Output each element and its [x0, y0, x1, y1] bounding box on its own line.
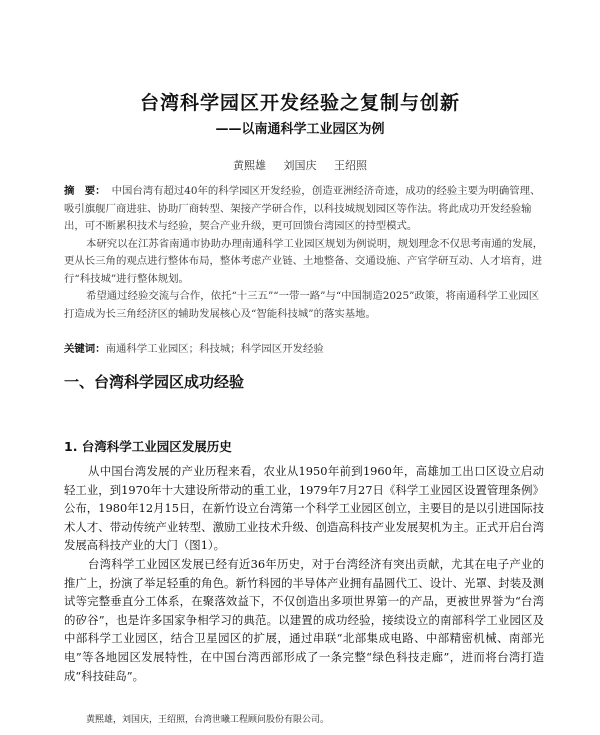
- abstract-paragraph: [64, 183, 544, 236]
- body-text: [64, 462, 544, 555]
- author-name: 王绍照: [334, 159, 367, 172]
- keywords: [64, 340, 544, 355]
- body-text: [64, 555, 544, 685]
- abstract-paragraph: 希望通过经验交流与合作，依托“十三五”“一带一路”与“中国制造2025”政策，将南通科学工业园区打造成为长三角经济区的辅助发展核心及“智能科技城”的落实基地。: [64, 290, 540, 320]
- paper-title: 台湾科学园区开发经验之复制与创新: [139, 92, 460, 114]
- section-heading: 一、台湾科学园区成功经验: [64, 373, 245, 391]
- keywords-label: 关键词：: [64, 343, 106, 355]
- abstract: [64, 183, 544, 323]
- author-name: 黄熙雄: [233, 159, 266, 172]
- keywords-text: 南通科学工业园区；科技城；科学园区开发经验: [105, 343, 324, 355]
- author-footnote: 黄熙雄，刘国庆，王绍照，台湾世曦工程顾问股份有限公司。: [86, 715, 330, 725]
- abstract-label: 摘 要：: [64, 185, 106, 197]
- abstract-text: 中国台湾有超过40年的科学园区开发经验，创造亚洲经济奇迹，成功的经验主要为明确管理、吸引旗舰厂商进驻、协助厂商转型、架接产学研合作，以科技城规划园区等作法。将此成功开发经验输出，可不断累积技术与经验，契合产业升级，更可回馈台湾园区的持型模式。: [64, 185, 541, 232]
- author-name: 刘国庆: [283, 159, 317, 172]
- author-list: [0, 157, 600, 173]
- body-paragraph: 从中国台湾发展的产业历程来看，农业从1950年前到1960年，高雄加工出口区设立启动轻工业，到1970年十大建设所带动的重工业，1979年7月27日《科学工业园区设置管理条例》公布，1980年12月15日，在新竹设立台湾第一个科学工业园区创立，主要目的是以引进国际技术人才、带动传统产业转型、激励工业技术升级、创造高科技产业发展契机为主。正式开启台湾发展高科技产业的大门（图1）。: [64, 464, 544, 553]
- paper-subtitle: ——以南通科学工业园区为例: [215, 122, 385, 137]
- abstract-paragraph: 本研究以在江苏省南通市协助办理南通科学工业园区规划为例说明，规划理念不仅思考南通的发展，更从长三角的观点进行整体布局，整体考虑产业链、土地整备、交通设施、产官学研互动、人才培育，进行“科技城”进行整体规划。: [64, 237, 544, 285]
- body-paragraph: 台湾科学工业园区发展已经有近36年历史，对于台湾经济有突出贡献，尤其在电子产业的推广上，扮演了举足轻重的角色。新竹科园的半导体产业拥有晶圆代工、设计、光罩、封装及测试等完整垂直分工体系，在聚落效益下，不仅创造出多项世界第一的产品，更被世界誉为“台湾的矽谷”，也是许多国家争相学习的典范。以建置的成功经验，接续设立的南部科学工业园区及中部科学工业园区，结合卫星园区的扩展，通过串联“北部集成电路、中部精密机械、南部光电”等各地园区发展特性，在中国台湾西部形成了一条完整“绿色科技走廊”，进而将台湾打造成“科技硅岛”。: [64, 557, 544, 683]
- subsection-heading: 1. 台湾科学工业园区发展历史: [64, 439, 232, 454]
